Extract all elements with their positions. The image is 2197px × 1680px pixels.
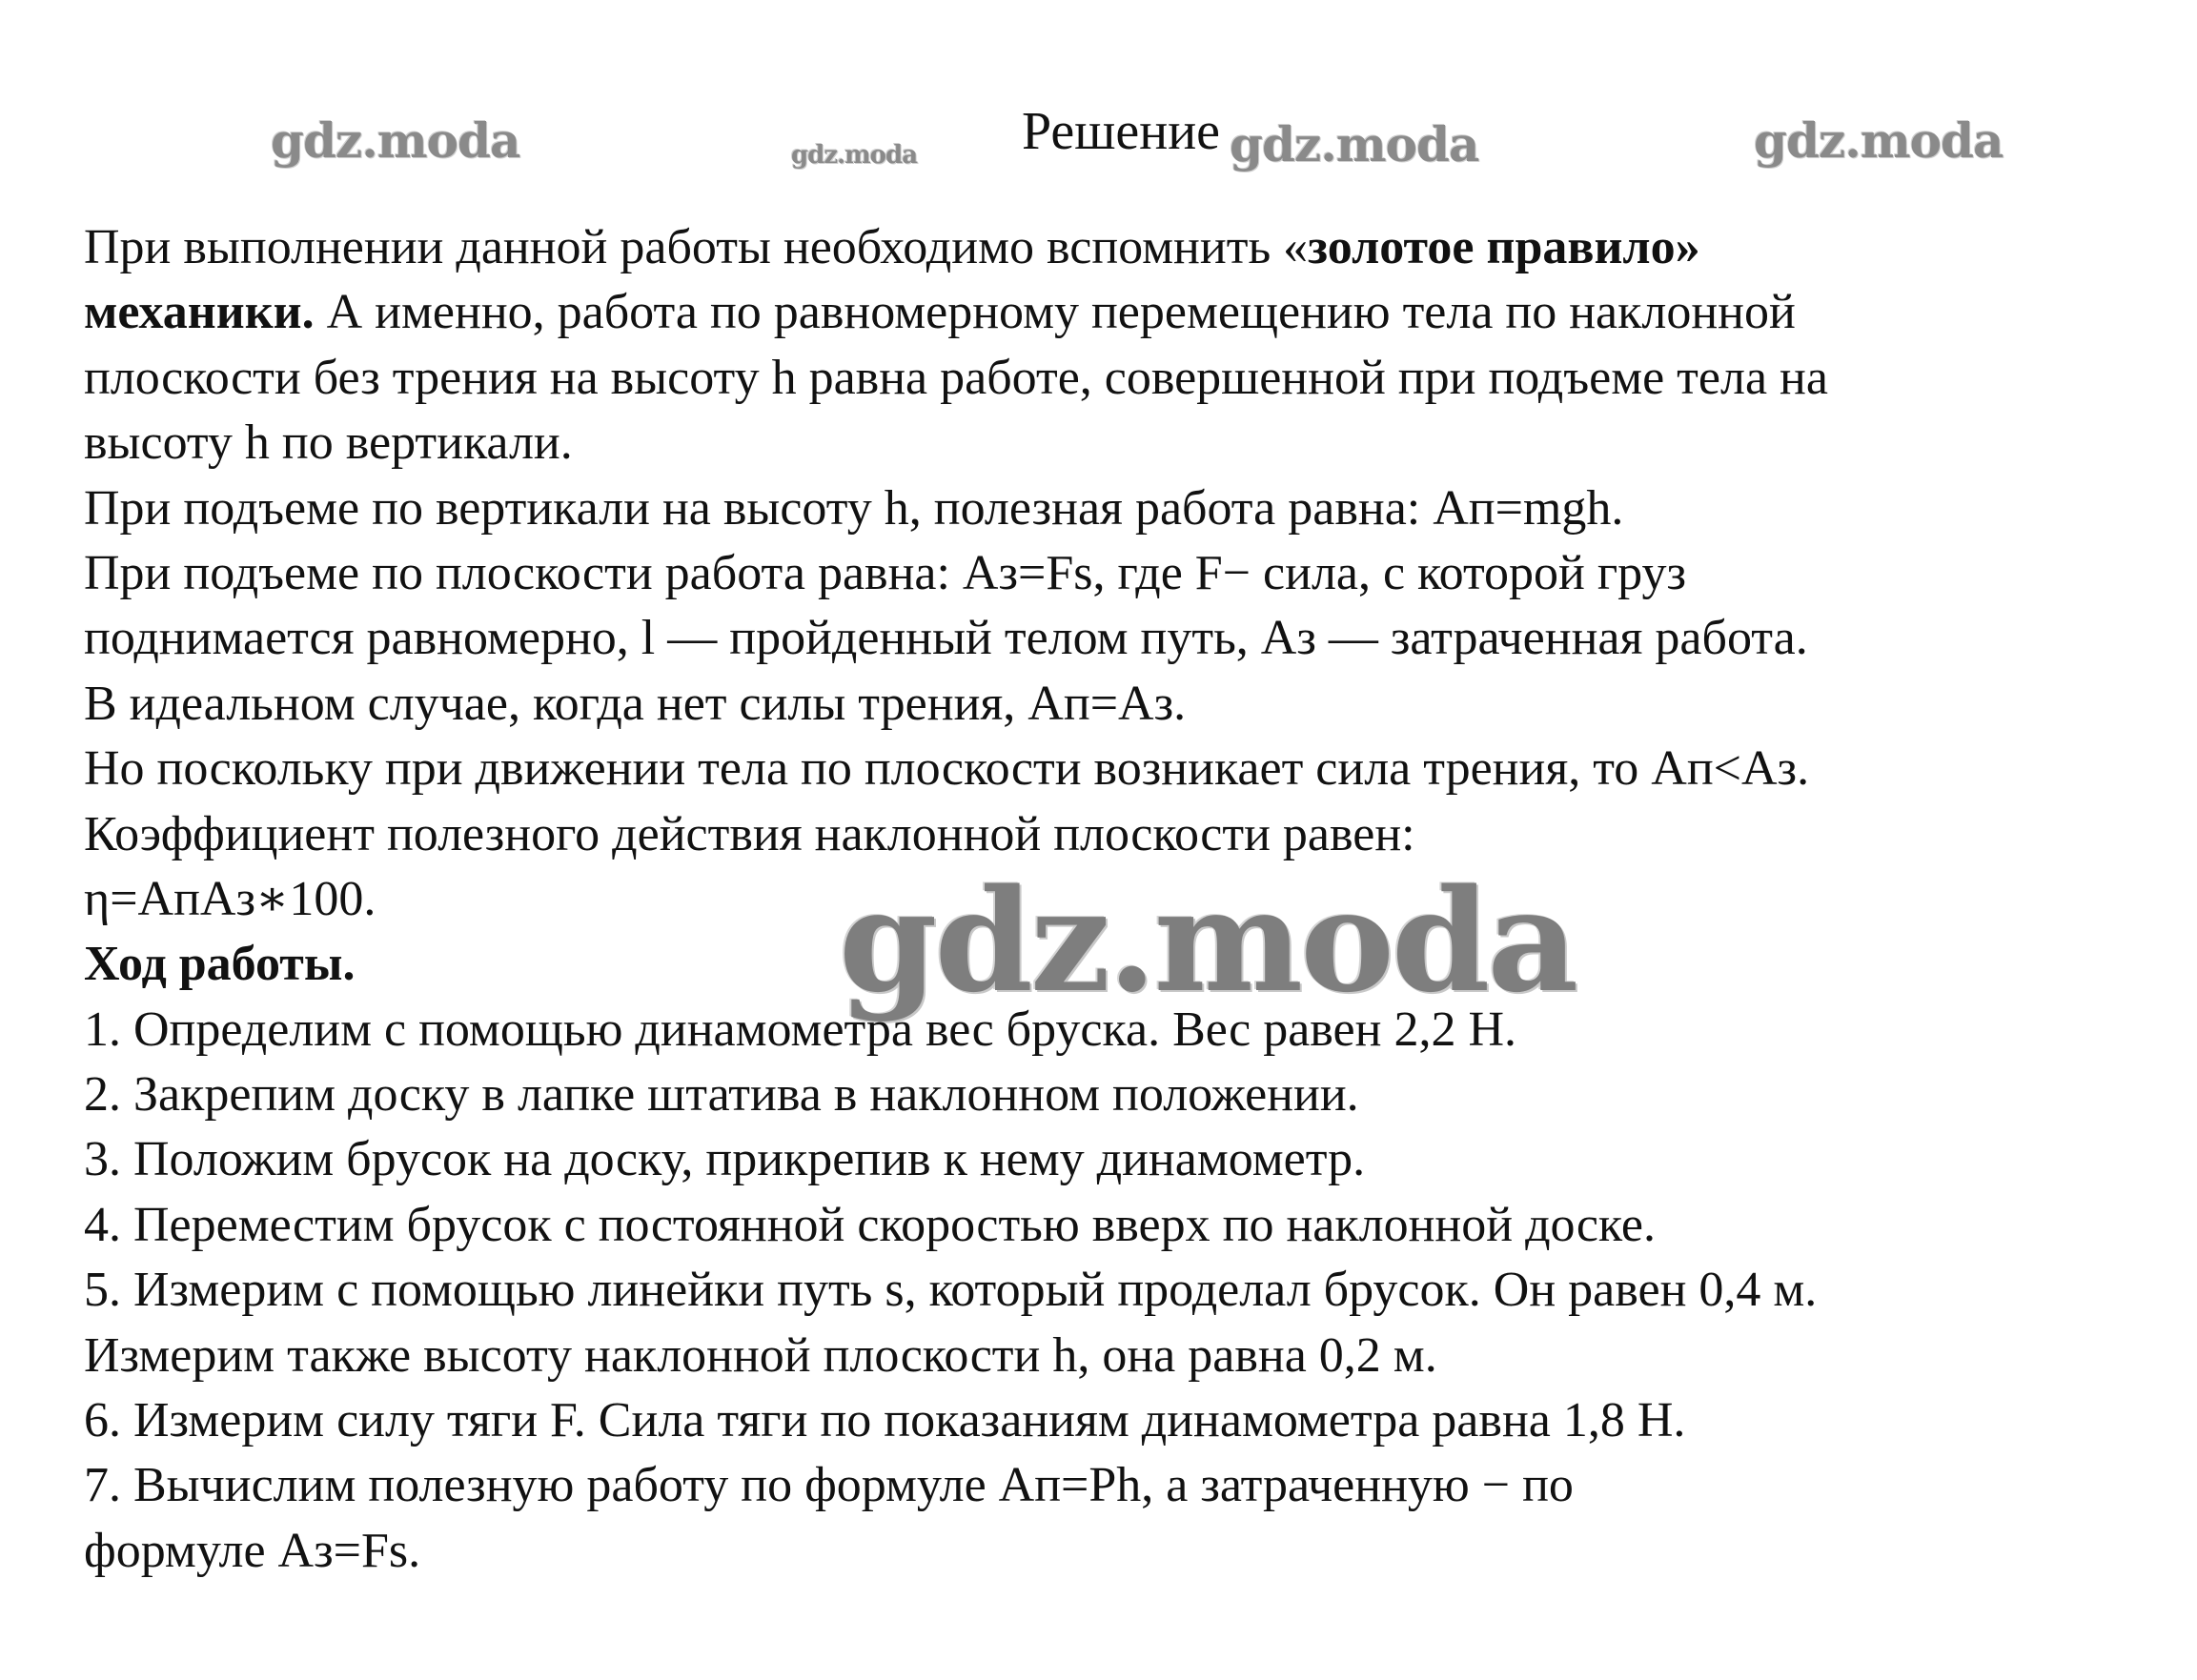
step-line: 3. Положим брусок на доску, прикрепив к нему динамометр. bbox=[84, 1132, 1366, 1187]
watermark-logo: gdz.moda bbox=[1754, 112, 2004, 169]
text-line: высоту h по вертикали. bbox=[84, 415, 573, 471]
theory-line: Коэффициент полезного действия наклонной плоскости равен: bbox=[84, 806, 1415, 861]
theory-line: В идеальном случае, когда нет силы трения, Ап=Аз. bbox=[84, 676, 1187, 731]
text-line bbox=[84, 280, 2133, 345]
theory-line: При подъеме по плоскости работа равна: Аз=Fs, где F− сила, с которой груз bbox=[84, 545, 1687, 600]
text-line bbox=[84, 215, 2133, 280]
step-line: Измерим также высоту наклонной плоскости h, она равна 0,2 м. bbox=[84, 1327, 1437, 1383]
section-title: Ход работы. bbox=[84, 937, 356, 992]
step-line: 1. Определим с помощью динамометра вес бруска. Вес равен 2,2 Н. bbox=[84, 1002, 1516, 1057]
step-line: 7. Вычислим полезную работу по формуле Ап=Ph, а затраченную − по bbox=[84, 1458, 1574, 1513]
step-line: 5. Измерим с помощью линейки путь s, который проделал брусок. Он равен 0,4 м. bbox=[84, 1263, 1818, 1318]
bold-term: золотое правило» bbox=[1308, 220, 1700, 274]
page-title: Решение bbox=[1022, 102, 1221, 161]
theory-line: Но поскольку при движении тела по плоскости возникает сила трения, то Ап<Аз. bbox=[84, 741, 1810, 797]
watermark-logo-large: gdz.moda bbox=[839, 858, 1577, 1023]
watermark-logo: gdz.moda bbox=[271, 112, 520, 169]
step-line: 6. Измерим силу тяги F. Сила тяги по показаниям динамометра равна 1,8 Н. bbox=[84, 1393, 1686, 1448]
step-line: формуле Аз=Fs. bbox=[84, 1523, 421, 1578]
theory-line: поднимается равномерно, l — пройденный телом путь, Аз — затраченная работа. bbox=[84, 611, 1808, 666]
text-run: А именно, работа по равномерному перемещению тела по наклонной bbox=[314, 285, 1796, 340]
step-line: 2. Закрепим доску в лапке штатива в наклонном положении. bbox=[84, 1067, 1359, 1123]
bold-term: механики. bbox=[84, 285, 315, 340]
step-line: 4. Переместим брусок с постоянной скоростью вверх по наклонной доске. bbox=[84, 1197, 1656, 1252]
watermark-logo: gdz.moda bbox=[1230, 116, 1479, 172]
theory-line: При подъеме по вертикали на высоту h, полезная работа равна: Ап=mgh. bbox=[84, 480, 1624, 536]
document-body bbox=[84, 215, 2133, 1584]
watermark-logo-small: gdz.moda bbox=[791, 141, 918, 170]
efficiency-formula: η=АпАз∗100. bbox=[84, 871, 376, 926]
text-line: плоскости без трения на высоту h равна работе, совершенной при подъеме тела на bbox=[84, 350, 1828, 405]
text-run: При выполнении данной работы необходимо вспомнить « bbox=[84, 220, 1309, 274]
